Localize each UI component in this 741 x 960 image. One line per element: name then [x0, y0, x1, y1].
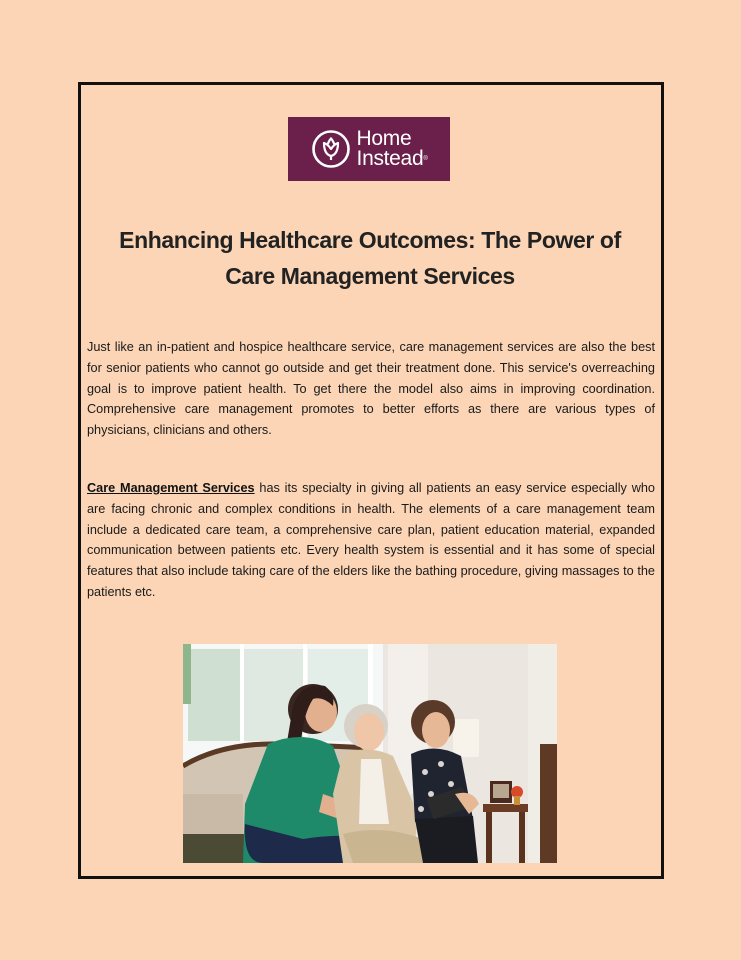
- intro-paragraph: Just like an in-patient and hospice healthcare service, care management services are also the best for senior patients who cannot go outside and get their treatment done. This service's overreaching goal is to improve patient health. To get there the model also aims in improving coordination. Comprehensive care management promotes to better efforts as there are various types of physicians, clinicians and others.: [87, 340, 655, 438]
- title-line-2: Care Management Services: [225, 263, 515, 289]
- services-paragraph: [87, 478, 655, 603]
- care-management-services-link[interactable]: Care Management Services: [87, 481, 255, 495]
- page-title: [90, 222, 650, 294]
- trademark-symbol: ®: [423, 156, 428, 162]
- logo-line-1: Home: [356, 127, 412, 150]
- title-line-1: Enhancing Healthcare Outcomes: The Power of: [119, 227, 621, 253]
- logo-line-2: Instead®: [356, 147, 428, 170]
- caregivers-with-senior-photo: [183, 644, 557, 863]
- home-instead-logo: [288, 117, 450, 181]
- services-paragraph-text: has its specialty in giving all patients an easy service especially who are facing chronic and complex conditions in health. The elements of a care management team include a dedicated care team, a comprehensive care plan, patient education material, expanded communication between patients etc. Every health system is essential and it has some of special features that also include taking care of the elders like the bathing procedure, giving massages to the patients etc.: [87, 481, 655, 599]
- tulip-logo-icon: [311, 129, 351, 169]
- logo-wordmark: [357, 129, 428, 169]
